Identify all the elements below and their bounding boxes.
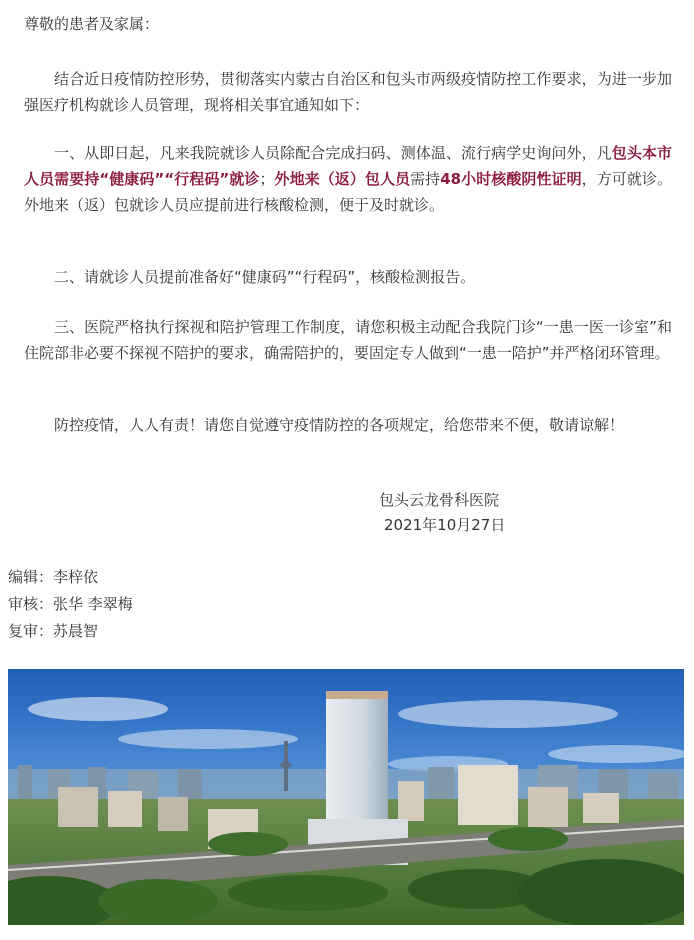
signature-org: 包头云龙骨科医院 [379, 491, 500, 509]
credit-editor: 编辑：李梓依 [8, 568, 99, 586]
greeting: 尊敬的患者及家属： [24, 15, 160, 33]
item-1-text-c: 需持 [410, 170, 441, 188]
item-1-text-a: 一、从即日起，凡来我院就诊人员除配合完成扫码、测体温、流行病学史询问外，凡 [54, 144, 612, 162]
item-1-highlight-test: 48小时核酸阴性证明 [440, 170, 582, 188]
hospital-aerial-photo [8, 669, 684, 925]
item-1-text-d: ，方可就诊。外地来（返）包就诊人员应提前进行核酸检测，便于及时就诊。 [24, 170, 672, 214]
item-1-text-b: ； [259, 170, 275, 188]
item-3-paragraph: 三、医院严格执行探视和陪护管理工作制度，请您积极主动配合我院门诊“一患一医一诊室”和住院部非必要不探视不陪护的要求，确需陪护的，要固定专人做到“一患一陪护”并严格闭环管理。 [24, 318, 672, 362]
item-1-highlight-local: 包头本市人员需要持“健康码”“行程码”就诊 [24, 144, 672, 188]
item-2-paragraph: 二、请就诊人员提前准备好“健康码”“行程码”，核酸检测报告。 [54, 268, 476, 286]
item-1-highlight-outside: 外地来（返）包人员 [274, 170, 411, 188]
closing-paragraph: 防控疫情，人人有责！请您自觉遵守疫情防控的各项规定，给您带来不便，敬请谅解！ [54, 416, 625, 434]
signature-date: 2021年10月27日 [384, 516, 506, 534]
credit-rereviewer: 复审：苏晨智 [8, 622, 99, 640]
credit-reviewer: 审核：张华 李翠梅 [8, 595, 133, 613]
item-1-paragraph [24, 140, 672, 218]
intro-paragraph: 结合近日疫情防控形势，贯彻落实内蒙古自治区和包头市两级疫情防控工作要求，为进一步加强医疗机构就诊人员管理，现将相关事宜通知如下： [24, 70, 672, 114]
